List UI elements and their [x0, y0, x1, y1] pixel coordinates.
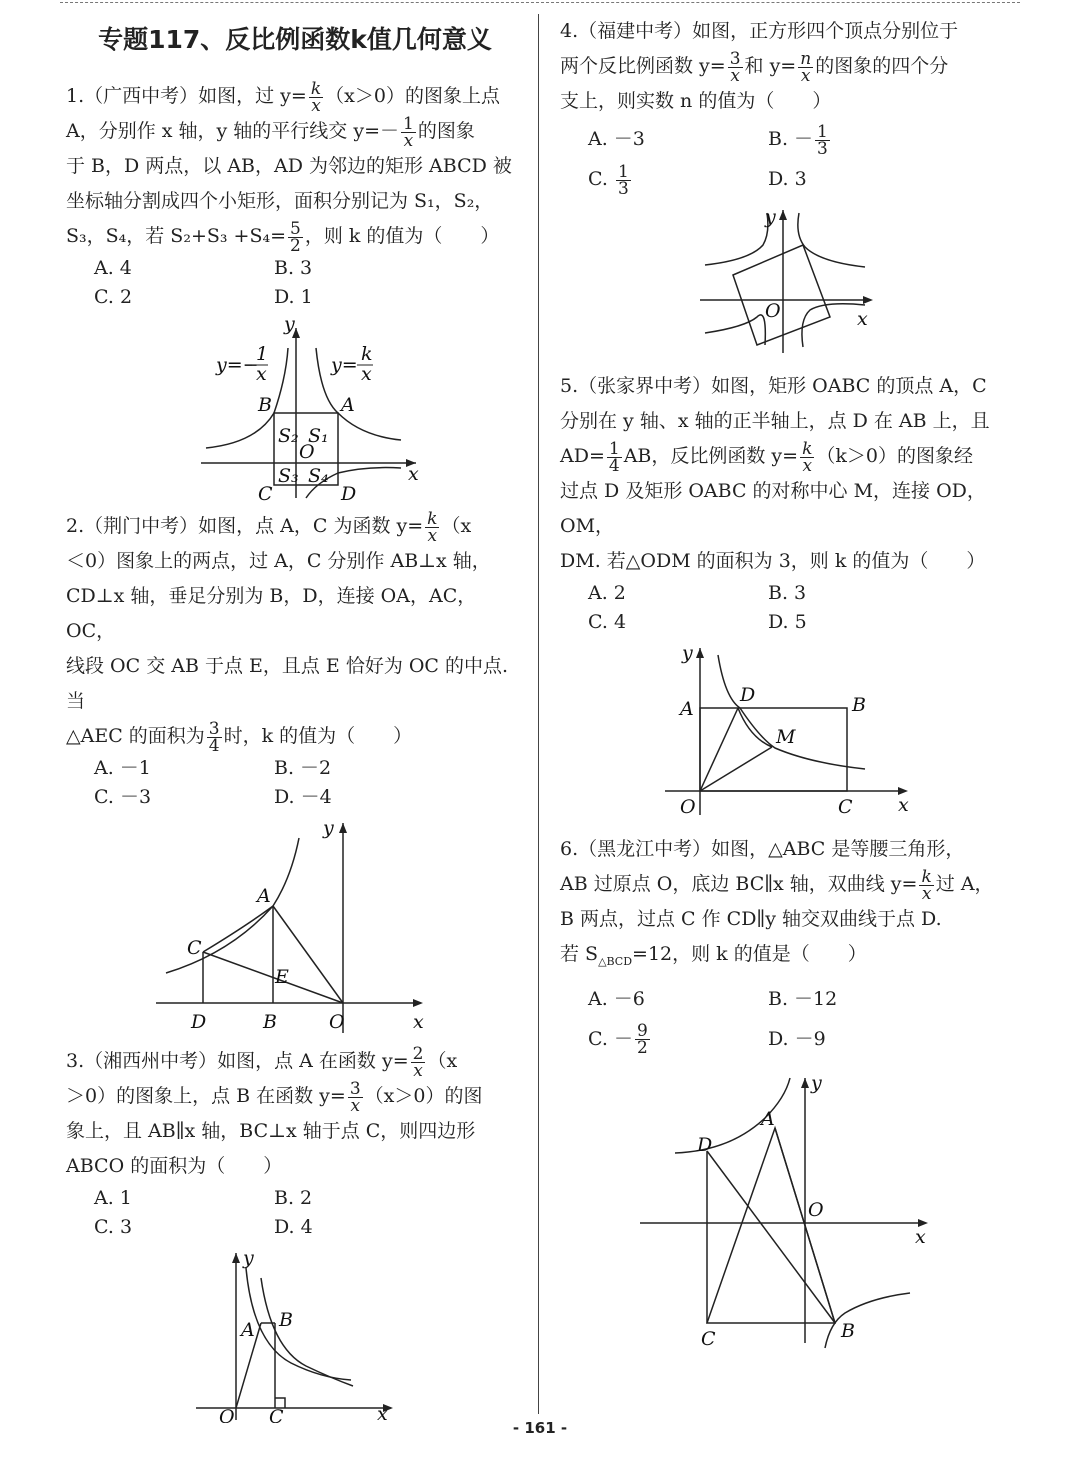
- axis-y-label: y: [284, 318, 295, 335]
- option-c-prefix: C.: [588, 168, 608, 190]
- axis-x-label: x: [408, 463, 419, 485]
- area-s4-label: S₄: [308, 465, 329, 487]
- q2-text: （x: [441, 515, 472, 537]
- denominator: 2: [290, 235, 301, 256]
- option-a: A. 2: [588, 582, 626, 604]
- numerator: 3: [208, 718, 220, 739]
- fraction: [800, 438, 814, 476]
- point-b-label: B: [841, 1319, 855, 1342]
- q6-figure: [635, 1073, 935, 1353]
- fraction: [635, 1021, 650, 1059]
- point-a-label: A: [761, 1107, 775, 1130]
- curve-label-left-d: x: [256, 363, 267, 385]
- hyperbola: [166, 838, 299, 973]
- fraction: [607, 438, 622, 476]
- q1-figure: [196, 318, 426, 503]
- axis-y-label: y: [323, 818, 334, 839]
- question-3: [66, 1044, 524, 1423]
- denominator: 4: [608, 455, 620, 476]
- axis-x-label: x: [377, 1403, 388, 1423]
- origin-label: O: [329, 1011, 345, 1033]
- denominator: 4: [208, 735, 220, 756]
- option-c-prefix: C. －: [588, 1027, 633, 1050]
- fraction: [728, 48, 743, 86]
- option-b: B. －2: [274, 757, 332, 779]
- q3-line-1: [66, 1044, 524, 1079]
- point-d-label: D: [191, 1011, 207, 1033]
- axis-y-label: y: [811, 1072, 822, 1094]
- numerator: 1: [402, 113, 414, 134]
- point-b-label: B: [852, 694, 866, 716]
- denominator: x: [800, 65, 811, 86]
- option-d: D. 4: [274, 1216, 313, 1238]
- axis-x-label: x: [413, 1011, 424, 1033]
- q3-text: （x: [427, 1050, 458, 1072]
- option-b: B. 3: [274, 257, 313, 279]
- denominator: x: [413, 1060, 423, 1081]
- q2-line-4: 线段 OC 交 AB 于点 E，且点 E 恰好为 OC 的中点.当: [66, 655, 509, 712]
- q5-options: [588, 579, 1016, 637]
- top-dashed-rule: [60, 2, 1020, 3]
- q3-line-3: 象上，且 AB∥x 轴，BC⊥x 轴于点 C，则四边形: [66, 1120, 476, 1142]
- q1-line-4: 坐标轴分割成四个小矩形，面积分别记为 S₁，S₂，: [66, 190, 494, 212]
- question-4: [560, 14, 1016, 355]
- numerator: 1: [608, 438, 620, 459]
- q6-line-1: 6.（黑龙江中考）如图，△ABC 是等腰三角形，: [560, 838, 965, 860]
- fraction: [425, 508, 439, 546]
- numerator: 1: [817, 121, 828, 142]
- q4-text: 和 y=: [744, 55, 797, 77]
- denominator: x: [403, 130, 414, 151]
- q1-line-3: 于 B，D 两点，以 AB，AD 为邻边的矩形 ABCD 被: [66, 155, 512, 177]
- q2-line-1: [66, 509, 524, 544]
- point-c-label: C: [258, 483, 273, 503]
- fraction: [288, 218, 303, 256]
- option-a: A. －6: [588, 987, 645, 1010]
- point-c-label: C: [838, 796, 853, 818]
- q1-line-5: [66, 219, 524, 254]
- option-a: A. －1: [94, 757, 151, 779]
- denominator: 2: [636, 1038, 648, 1059]
- denominator: x: [921, 883, 932, 904]
- branch-q3: [705, 315, 765, 345]
- q3-line-2: [66, 1079, 524, 1114]
- branch-q2: [705, 213, 768, 265]
- denominator: x: [802, 455, 813, 476]
- point-a-label: A: [341, 394, 355, 416]
- subscript: △BCD: [598, 954, 633, 968]
- segment-ac: [203, 906, 273, 952]
- point-d-label: D: [341, 483, 357, 503]
- fraction: [919, 866, 933, 904]
- axis-y-label: y: [765, 206, 776, 228]
- point-a-label: A: [257, 885, 271, 907]
- axis-x-label: x: [915, 1225, 926, 1248]
- q1-text: S₃，S₄，若 S₂+S₃ +S₄=: [66, 225, 287, 247]
- origin-label: O: [680, 796, 696, 818]
- q1-text: A，分别作 x 轴，y 轴的平行线交 y=－: [66, 120, 399, 142]
- q5-line-3: [560, 439, 1016, 474]
- page-title: 专题117、反比例函数k值几何意义: [98, 25, 492, 54]
- q6-text: =12，则 k 的值是（ ）: [632, 943, 867, 965]
- denominator: 3: [617, 178, 629, 199]
- q2-text: 2.（荆门中考）如图，点 A，C 为函数 y=: [66, 515, 424, 537]
- q1-text: 的图象: [417, 120, 475, 142]
- fraction: [309, 78, 323, 116]
- numerator: 3: [349, 1078, 361, 1099]
- fraction: [815, 121, 830, 159]
- rectangle-oabc: [700, 708, 847, 791]
- origin-label: O: [219, 1406, 235, 1423]
- page-number: - 161 -: [512, 1419, 568, 1437]
- q5-text: AB，反比例函数 y=: [623, 445, 799, 467]
- question-2: [66, 509, 524, 1038]
- numerator: k: [802, 438, 813, 459]
- q4-line-2: [560, 49, 1016, 84]
- q5-figure: [660, 643, 920, 818]
- q1-text: ，则 k 的值为（ ）: [304, 225, 500, 247]
- area-s3-label: S₃: [278, 465, 299, 487]
- q4-figure: [695, 205, 895, 355]
- q1-line-2: [66, 114, 524, 149]
- column-divider: [538, 14, 539, 1414]
- q6-options: [588, 979, 1016, 1059]
- numerator: 5: [290, 218, 301, 239]
- q2-text: △AEC 的面积为: [66, 725, 205, 747]
- option-c: C. －3: [94, 786, 152, 808]
- fraction: [616, 161, 631, 199]
- q2-line-3: CD⊥x 轴，垂足分别为 B，D，连接 OA，AC，OC，: [66, 585, 477, 642]
- point-e-label: E: [275, 966, 289, 988]
- axis-x-label: x: [857, 308, 868, 330]
- curve-label-left: y=−: [216, 354, 259, 376]
- point-d-label: D: [740, 684, 756, 706]
- option-d: D. －4: [274, 786, 332, 808]
- numerator: 3: [729, 48, 741, 69]
- question-6: [560, 832, 1016, 1353]
- q2-line-5: [66, 719, 524, 754]
- left-column: [66, 14, 524, 1429]
- question-1: [66, 79, 524, 503]
- axis-y-label: y: [243, 1248, 254, 1269]
- q3-text: （x＞0）的图: [364, 1085, 483, 1107]
- origin-label: O: [808, 1198, 824, 1221]
- q6-line-2: [560, 867, 1016, 902]
- curve-label-right: y=: [331, 354, 358, 376]
- q4-text: 的图象的四个分: [815, 55, 949, 77]
- q2-line-2: ＜0）图象上的两点，过 A，C 分别作 AB⊥x 轴，: [66, 550, 491, 572]
- denominator: x: [730, 65, 740, 86]
- q3-figure: [191, 1248, 411, 1423]
- fraction: [348, 1078, 363, 1116]
- point-a-label: A: [680, 698, 694, 720]
- q6-text: 若 S: [560, 943, 599, 965]
- point-b-label: B: [279, 1309, 293, 1331]
- option-a: A. －3: [588, 128, 645, 150]
- option-d: D. 1: [274, 286, 313, 308]
- curve-label-left-n: 1: [256, 343, 269, 365]
- fraction: [411, 1043, 426, 1081]
- q4-line-1: 4.（福建中考）如图，正方形四个顶点分别位于: [560, 20, 959, 42]
- point-m-label: M: [776, 726, 796, 748]
- origin-label: O: [765, 300, 781, 322]
- option-b-prefix: B. －: [768, 128, 814, 150]
- q2-figure: [151, 818, 441, 1038]
- q5-line-4: 过点 D 及矩形 OABC 的对称中心 M，连接 OD，OM，: [560, 480, 986, 537]
- option-d: D. －9: [768, 1027, 826, 1050]
- q5-line-2: 分别在 y 轴、x 轴的正半轴上，点 D 在 AB 上，且: [560, 410, 990, 432]
- q3-text: 3.（湘西州中考）如图，点 A 在函数 y=: [66, 1050, 409, 1072]
- q4-options: [588, 119, 1016, 199]
- q1-line-1: [66, 79, 524, 114]
- option-a: A. 4: [94, 257, 132, 279]
- q6-text: 过 A，: [935, 873, 994, 895]
- square: [733, 245, 830, 345]
- option-d: D. 3: [768, 168, 807, 190]
- q5-line-5: DM. 若△ODM 的面积为 3，则 k 的值为（ ）: [560, 550, 986, 572]
- q6-line-3: B 两点，过点 C 作 CD∥y 轴交双曲线于点 D.: [560, 908, 942, 930]
- option-d: D. 5: [768, 611, 807, 633]
- q6-line-4: [560, 937, 1016, 979]
- numerator: 2: [412, 1043, 424, 1064]
- q2-text: 时，k 的值为（ ）: [223, 725, 413, 747]
- fraction: [401, 113, 416, 151]
- numerator: k: [310, 78, 322, 99]
- axis-y-label: y: [682, 643, 693, 664]
- option-c: [588, 159, 768, 199]
- q1-text: 1.（广西中考）如图，过 y=: [66, 85, 307, 107]
- segment-bd: [707, 1151, 835, 1323]
- option-b: B. 2: [274, 1187, 313, 1209]
- branch-q4: [825, 1293, 910, 1348]
- q1-options: [94, 254, 524, 312]
- point-b-label: B: [258, 394, 272, 416]
- question-5: [560, 369, 1016, 818]
- point-d-label: D: [697, 1133, 713, 1156]
- point-c-label: C: [187, 937, 202, 959]
- curve-label-right-d: x: [361, 363, 372, 385]
- q3-text: ＞0）的图象上，点 B 在函数 y=: [66, 1085, 346, 1107]
- numerator: 1: [617, 161, 629, 182]
- q4-line-3: 支上，则实数 n 的值为（ ）: [560, 90, 832, 112]
- point-c-label: C: [269, 1406, 284, 1423]
- origin-label: O: [299, 441, 315, 463]
- q5-text: AD=: [560, 445, 605, 467]
- fraction: [798, 48, 813, 86]
- axis-x-label: x: [898, 794, 909, 816]
- q1-text: （x＞0）的图象上点: [325, 85, 500, 107]
- denominator: x: [311, 95, 321, 116]
- denominator: 3: [817, 138, 828, 159]
- triangle-abc: [707, 1128, 835, 1323]
- numerator: n: [800, 48, 812, 69]
- option-c: C. 3: [94, 1216, 133, 1238]
- point-a-label: A: [241, 1319, 255, 1341]
- denominator: x: [350, 1095, 361, 1116]
- area-s1-label: S₁: [308, 425, 329, 447]
- segment-oa: [273, 906, 343, 1003]
- area-s2-label: S₂: [278, 425, 299, 447]
- q2-options: [94, 754, 524, 812]
- option-b: B. 3: [768, 582, 807, 604]
- option-c: C. 4: [588, 611, 627, 633]
- option-c: [588, 1019, 768, 1059]
- branch-q4: [802, 304, 865, 347]
- q5-text: （k＞0）的图象经: [816, 445, 974, 467]
- q3-options: [94, 1184, 524, 1242]
- numerator: 9: [636, 1021, 648, 1042]
- q5-line-1: 5.（张家界中考）如图，矩形 OABC 的顶点 A，C: [560, 375, 987, 397]
- option-b: [768, 119, 948, 159]
- q3-line-4: ABCO 的面积为（ ）: [66, 1155, 283, 1177]
- curve-pos: [316, 348, 401, 440]
- option-c: C. 2: [94, 286, 133, 308]
- denominator: x: [427, 525, 438, 546]
- q4-text: 两个反比例函数 y=: [560, 55, 726, 77]
- option-a: A. 1: [94, 1187, 132, 1209]
- numerator: k: [427, 508, 438, 529]
- q6-text: AB 过原点 O，底边 BC∥x 轴，双曲线 y=: [560, 873, 918, 895]
- curve-label-right-n: k: [361, 343, 373, 365]
- right-column: [560, 14, 1016, 1359]
- fraction: [207, 718, 222, 756]
- numerator: k: [921, 866, 932, 887]
- point-c-label: C: [701, 1327, 716, 1350]
- point-b-label: B: [263, 1011, 277, 1033]
- option-b: B. －12: [768, 987, 838, 1010]
